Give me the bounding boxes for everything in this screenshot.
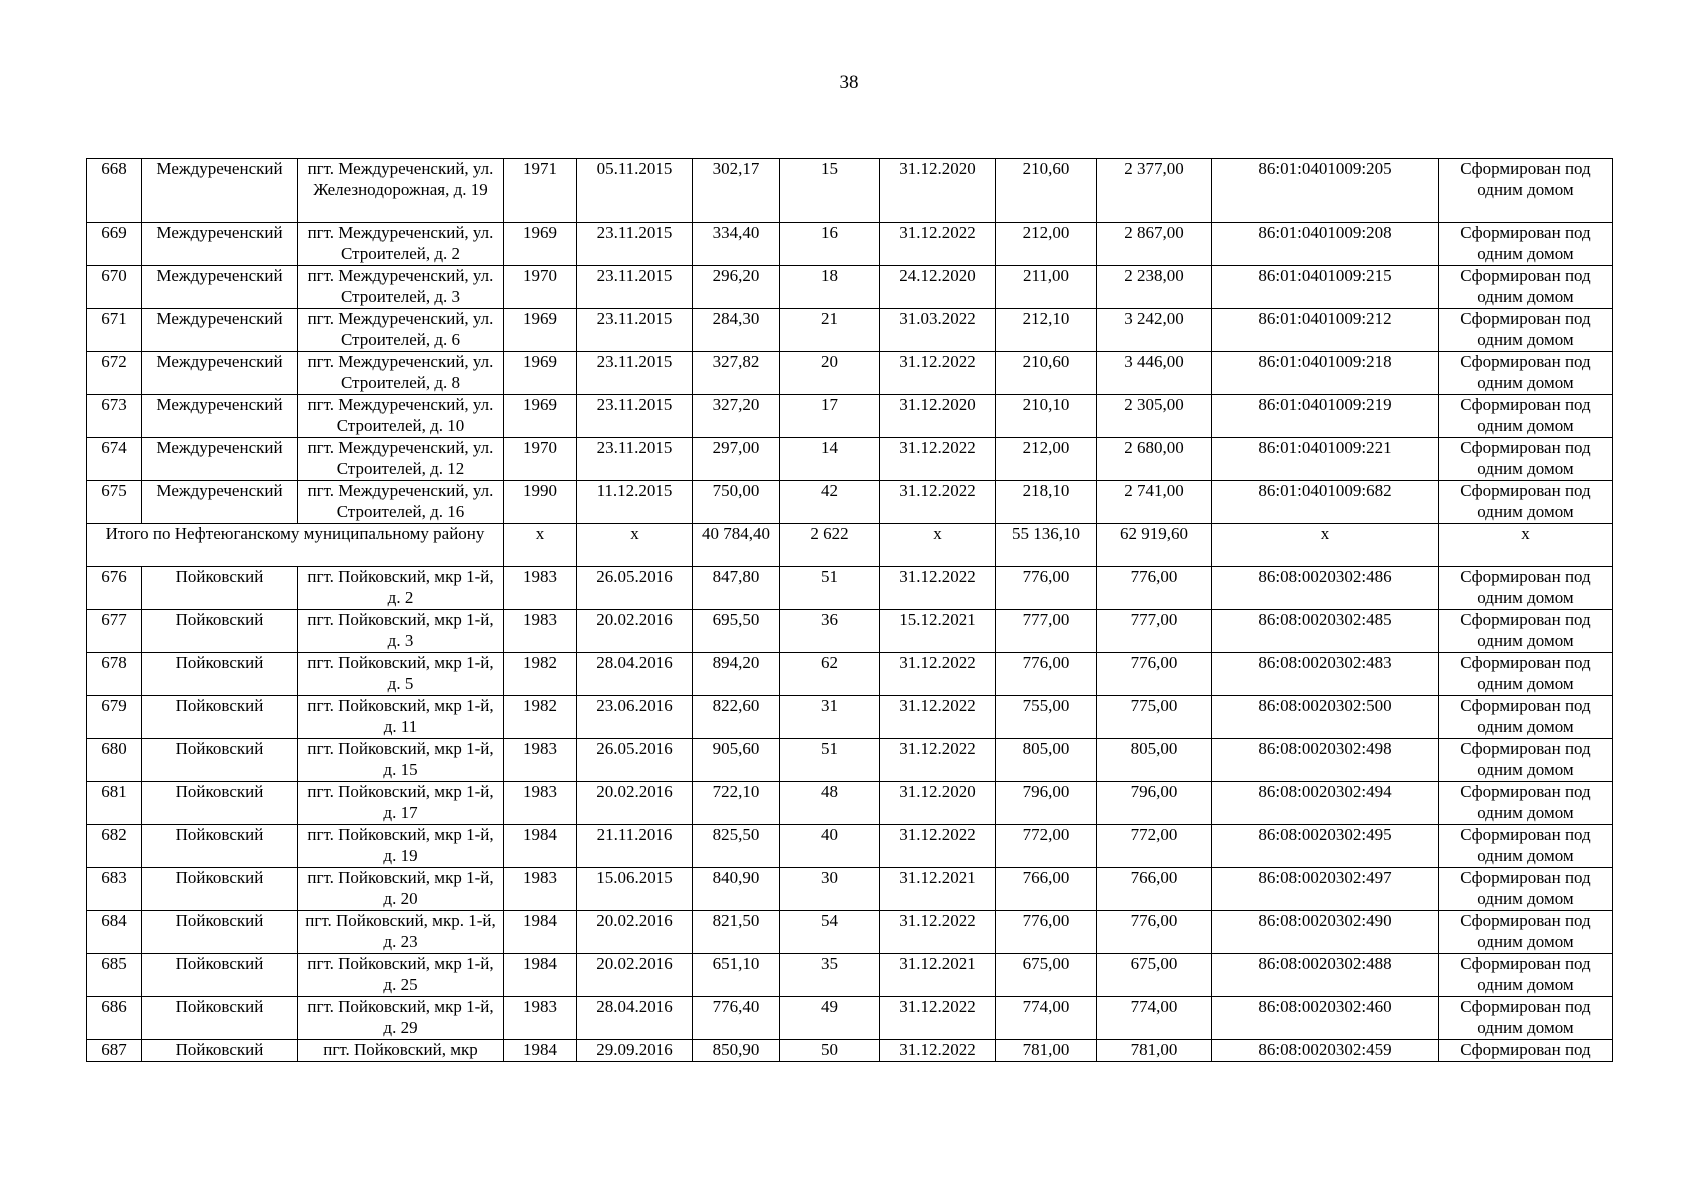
row-number: 669	[87, 223, 142, 266]
land-cell: 218,10	[996, 481, 1097, 524]
year-cell: 1982	[504, 696, 577, 739]
row-number: 681	[87, 782, 142, 825]
area-cell: 651,10	[693, 954, 780, 997]
date-cell: 20.02.2016	[577, 782, 693, 825]
status-cell: Сформирован под одним домом	[1439, 352, 1613, 395]
land-cell: 805,00	[996, 739, 1097, 782]
address-cell: пгт. Пойковский, мкр 1-й, д. 20	[298, 868, 504, 911]
status-cell: Сформирован под одним домом	[1439, 567, 1613, 610]
date-cell: 28.04.2016	[577, 997, 693, 1040]
land-area-cell: 775,00	[1097, 696, 1212, 739]
deadline-cell: 31.12.2022	[880, 438, 996, 481]
status-cell: Сформирован под одним домом	[1439, 696, 1613, 739]
land-cell: 210,60	[996, 352, 1097, 395]
row-number: 686	[87, 997, 142, 1040]
area-cell: 750,00	[693, 481, 780, 524]
table-body-top	[87, 159, 1613, 524]
row-number: 674	[87, 438, 142, 481]
table-row	[87, 696, 1613, 739]
deadline-cell: 24.12.2020	[880, 266, 996, 309]
land-cell: 210,10	[996, 395, 1097, 438]
area-cell: 296,20	[693, 266, 780, 309]
status-cell: Сформирован под одним домом	[1439, 159, 1613, 223]
deadline-cell: 31.12.2022	[880, 653, 996, 696]
residents-cell: 20	[780, 352, 880, 395]
area-cell: 695,50	[693, 610, 780, 653]
residents-cell: 35	[780, 954, 880, 997]
year-cell: 1969	[504, 223, 577, 266]
row-number: 684	[87, 911, 142, 954]
deadline-cell: 31.12.2022	[880, 997, 996, 1040]
area-cell: 327,82	[693, 352, 780, 395]
settlement-cell: Пойковский	[142, 825, 298, 868]
date-cell: 20.02.2016	[577, 610, 693, 653]
address-cell: пгт. Пойковский, мкр 1-й, д. 29	[298, 997, 504, 1040]
address-cell: пгт. Междуреченский, ул. Строителей, д. 6	[298, 309, 504, 352]
date-cell: 21.11.2016	[577, 825, 693, 868]
deadline-cell: 31.12.2021	[880, 868, 996, 911]
settlement-cell: Пойковский	[142, 997, 298, 1040]
year-cell: 1969	[504, 309, 577, 352]
row-number: 679	[87, 696, 142, 739]
row-number: 672	[87, 352, 142, 395]
row-number: 677	[87, 610, 142, 653]
status-cell: Сформирован под одним домом	[1439, 825, 1613, 868]
total-label: Итого по Нефтеюганскому муниципальному району	[87, 524, 504, 567]
residents-cell: 40	[780, 825, 880, 868]
land-cell: 781,00	[996, 1040, 1097, 1062]
year-cell: 1983	[504, 782, 577, 825]
year-cell: 1983	[504, 567, 577, 610]
area-cell: 284,30	[693, 309, 780, 352]
deadline-cell: 31.12.2022	[880, 481, 996, 524]
land-area-cell: 776,00	[1097, 567, 1212, 610]
cadastral-number-cell: 86:08:0020302:488	[1212, 954, 1439, 997]
year-cell: 1983	[504, 739, 577, 782]
address-cell: пгт. Междуреченский, ул. Строителей, д. 12	[298, 438, 504, 481]
land-area-cell: 2 741,00	[1097, 481, 1212, 524]
table-body-total	[87, 524, 1613, 567]
year-cell: 1970	[504, 438, 577, 481]
land-cell: 796,00	[996, 782, 1097, 825]
land-cell: 212,00	[996, 223, 1097, 266]
cadastral-number-cell: 86:01:0401009:212	[1212, 309, 1439, 352]
settlement-cell: Междуреченский	[142, 481, 298, 524]
land-area-cell: 675,00	[1097, 954, 1212, 997]
land-area-cell: 781,00	[1097, 1040, 1212, 1062]
row-number: 687	[87, 1040, 142, 1062]
total-year: x	[504, 524, 577, 567]
land-cell: 766,00	[996, 868, 1097, 911]
table-row	[87, 610, 1613, 653]
land-area-cell: 777,00	[1097, 610, 1212, 653]
land-area-cell: 2 238,00	[1097, 266, 1212, 309]
date-cell: 20.02.2016	[577, 911, 693, 954]
cadastral-number-cell: 86:08:0020302:486	[1212, 567, 1439, 610]
table-row	[87, 825, 1613, 868]
date-cell: 23.06.2016	[577, 696, 693, 739]
cadastral-number-cell: 86:08:0020302:459	[1212, 1040, 1439, 1062]
date-cell: 23.11.2015	[577, 266, 693, 309]
residents-cell: 17	[780, 395, 880, 438]
address-cell: пгт. Пойковский, мкр 1-й, д. 2	[298, 567, 504, 610]
deadline-cell: 31.12.2022	[880, 223, 996, 266]
address-cell: пгт. Междуреченский, ул. Строителей, д. 10	[298, 395, 504, 438]
land-area-cell: 805,00	[1097, 739, 1212, 782]
land-area-cell: 2 680,00	[1097, 438, 1212, 481]
deadline-cell: 31.12.2020	[880, 395, 996, 438]
area-cell: 722,10	[693, 782, 780, 825]
land-cell: 211,00	[996, 266, 1097, 309]
land-area-cell: 2 867,00	[1097, 223, 1212, 266]
land-cell: 776,00	[996, 653, 1097, 696]
year-cell: 1982	[504, 653, 577, 696]
address-cell: пгт. Междуреченский, ул. Строителей, д. 8	[298, 352, 504, 395]
area-cell: 297,00	[693, 438, 780, 481]
land-cell: 675,00	[996, 954, 1097, 997]
land-area-cell: 774,00	[1097, 997, 1212, 1040]
date-cell: 23.11.2015	[577, 352, 693, 395]
residents-cell: 54	[780, 911, 880, 954]
cadastral-number-cell: 86:08:0020302:500	[1212, 696, 1439, 739]
table-row	[87, 1040, 1613, 1062]
date-cell: 26.05.2016	[577, 567, 693, 610]
address-cell: пгт. Междуреченский, ул. Строителей, д. 2	[298, 223, 504, 266]
land-cell: 776,00	[996, 567, 1097, 610]
land-area-cell: 796,00	[1097, 782, 1212, 825]
area-cell: 825,50	[693, 825, 780, 868]
table-row	[87, 223, 1613, 266]
land-cell: 777,00	[996, 610, 1097, 653]
row-number: 676	[87, 567, 142, 610]
total-area: 40 784,40	[693, 524, 780, 567]
land-cell: 774,00	[996, 997, 1097, 1040]
date-cell: 23.11.2015	[577, 438, 693, 481]
status-cell: Сформирован под одним домом	[1439, 954, 1613, 997]
deadline-cell: 31.12.2022	[880, 352, 996, 395]
status-cell: Сформирован под одним домом	[1439, 309, 1613, 352]
date-cell: 11.12.2015	[577, 481, 693, 524]
address-cell: пгт. Пойковский, мкр 1-й, д. 17	[298, 782, 504, 825]
settlement-cell: Междуреченский	[142, 159, 298, 223]
deadline-cell: 31.12.2021	[880, 954, 996, 997]
cadastral-number-cell: 86:08:0020302:494	[1212, 782, 1439, 825]
total-status: x	[1439, 524, 1613, 567]
status-cell: Сформирован под одним домом	[1439, 997, 1613, 1040]
cadastral-number-cell: 86:01:0401009:682	[1212, 481, 1439, 524]
table-row	[87, 739, 1613, 782]
status-cell: Сформирован под одним домом	[1439, 610, 1613, 653]
status-cell: Сформирован под одним домом	[1439, 911, 1613, 954]
cadastral-number-cell: 86:01:0401009:205	[1212, 159, 1439, 223]
address-cell: пгт. Пойковский, мкр 1-й, д. 3	[298, 610, 504, 653]
cadastral-number-cell: 86:08:0020302:498	[1212, 739, 1439, 782]
settlement-cell: Пойковский	[142, 610, 298, 653]
row-number: 675	[87, 481, 142, 524]
settlement-cell: Пойковский	[142, 653, 298, 696]
row-number: 683	[87, 868, 142, 911]
total-cadastral: x	[1212, 524, 1439, 567]
address-cell: пгт. Пойковский, мкр 1-й, д. 5	[298, 653, 504, 696]
residents-cell: 50	[780, 1040, 880, 1062]
residents-cell: 31	[780, 696, 880, 739]
status-cell: Сформирован под одним домом	[1439, 653, 1613, 696]
land-cell: 212,00	[996, 438, 1097, 481]
cadastral-number-cell: 86:01:0401009:219	[1212, 395, 1439, 438]
cadastral-number-cell: 86:08:0020302:490	[1212, 911, 1439, 954]
deadline-cell: 31.12.2022	[880, 1040, 996, 1062]
cadastral-number-cell: 86:01:0401009:218	[1212, 352, 1439, 395]
year-cell: 1990	[504, 481, 577, 524]
land-cell: 755,00	[996, 696, 1097, 739]
settlement-cell: Пойковский	[142, 1040, 298, 1062]
residents-cell: 49	[780, 997, 880, 1040]
year-cell: 1984	[504, 1040, 577, 1062]
residents-cell: 42	[780, 481, 880, 524]
address-cell: пгт. Пойковский, мкр	[298, 1040, 504, 1062]
area-cell: 905,60	[693, 739, 780, 782]
deadline-cell: 15.12.2021	[880, 610, 996, 653]
date-cell: 23.11.2015	[577, 223, 693, 266]
year-cell: 1969	[504, 352, 577, 395]
residents-cell: 48	[780, 782, 880, 825]
date-cell: 29.09.2016	[577, 1040, 693, 1062]
address-cell: пгт. Междуреченский, ул. Строителей, д. 16	[298, 481, 504, 524]
date-cell: 28.04.2016	[577, 653, 693, 696]
date-cell: 20.02.2016	[577, 954, 693, 997]
area-cell: 776,40	[693, 997, 780, 1040]
land-area-cell: 766,00	[1097, 868, 1212, 911]
year-cell: 1983	[504, 610, 577, 653]
table-row	[87, 954, 1613, 997]
date-cell: 26.05.2016	[577, 739, 693, 782]
deadline-cell: 31.12.2020	[880, 782, 996, 825]
deadline-cell: 31.12.2022	[880, 567, 996, 610]
land-area-cell: 2 377,00	[1097, 159, 1212, 223]
year-cell: 1983	[504, 997, 577, 1040]
settlement-cell: Пойковский	[142, 567, 298, 610]
residents-cell: 51	[780, 739, 880, 782]
residents-cell: 62	[780, 653, 880, 696]
cadastral-number-cell: 86:08:0020302:485	[1212, 610, 1439, 653]
table-body-bottom	[87, 567, 1613, 1062]
address-cell: пгт. Пойковский, мкр 1-й, д. 15	[298, 739, 504, 782]
table-row	[87, 352, 1613, 395]
year-cell: 1971	[504, 159, 577, 223]
table-row	[87, 438, 1613, 481]
settlement-cell: Пойковский	[142, 911, 298, 954]
status-cell: Сформирован под одним домом	[1439, 438, 1613, 481]
year-cell: 1984	[504, 825, 577, 868]
area-cell: 850,90	[693, 1040, 780, 1062]
row-number: 685	[87, 954, 142, 997]
status-cell: Сформирован под одним домом	[1439, 223, 1613, 266]
total-deadline: x	[880, 524, 996, 567]
settlement-cell: Пойковский	[142, 739, 298, 782]
land-area-cell: 3 446,00	[1097, 352, 1212, 395]
cadastral-number-cell: 86:01:0401009:215	[1212, 266, 1439, 309]
land-area-cell: 772,00	[1097, 825, 1212, 868]
land-area-cell: 3 242,00	[1097, 309, 1212, 352]
address-cell: пгт. Пойковский, мкр 1-й, д. 19	[298, 825, 504, 868]
area-cell: 334,40	[693, 223, 780, 266]
status-cell: Сформирован под одним домом	[1439, 739, 1613, 782]
land-area-cell: 2 305,00	[1097, 395, 1212, 438]
land-cell: 776,00	[996, 911, 1097, 954]
area-cell: 840,90	[693, 868, 780, 911]
total-date: x	[577, 524, 693, 567]
table-row	[87, 395, 1613, 438]
year-cell: 1984	[504, 954, 577, 997]
year-cell: 1970	[504, 266, 577, 309]
deadline-cell: 31.12.2022	[880, 825, 996, 868]
table-row	[87, 997, 1613, 1040]
residents-cell: 18	[780, 266, 880, 309]
address-cell: пгт. Пойковский, мкр 1-й, д. 25	[298, 954, 504, 997]
date-cell: 23.11.2015	[577, 395, 693, 438]
housing-registry-table	[86, 158, 1613, 1062]
deadline-cell: 31.12.2020	[880, 159, 996, 223]
deadline-cell: 31.12.2022	[880, 911, 996, 954]
year-cell: 1984	[504, 911, 577, 954]
total-row	[87, 524, 1613, 567]
table-row	[87, 481, 1613, 524]
row-number: 678	[87, 653, 142, 696]
deadline-cell: 31.03.2022	[880, 309, 996, 352]
land-area-cell: 776,00	[1097, 911, 1212, 954]
settlement-cell: Междуреченский	[142, 438, 298, 481]
status-cell: Сформирован под одним домом	[1439, 266, 1613, 309]
settlement-cell: Междуреченский	[142, 223, 298, 266]
residents-cell: 30	[780, 868, 880, 911]
table-row	[87, 653, 1613, 696]
cadastral-number-cell: 86:01:0401009:208	[1212, 223, 1439, 266]
deadline-cell: 31.12.2022	[880, 739, 996, 782]
settlement-cell: Пойковский	[142, 696, 298, 739]
row-number: 680	[87, 739, 142, 782]
row-number: 671	[87, 309, 142, 352]
settlement-cell: Пойковский	[142, 782, 298, 825]
address-cell: пгт. Пойковский, мкр. 1-й, д. 23	[298, 911, 504, 954]
year-cell: 1969	[504, 395, 577, 438]
row-number: 682	[87, 825, 142, 868]
settlement-cell: Пойковский	[142, 954, 298, 997]
land-cell: 210,60	[996, 159, 1097, 223]
settlement-cell: Междуреченский	[142, 266, 298, 309]
residents-cell: 16	[780, 223, 880, 266]
total-land-area: 62 919,60	[1097, 524, 1212, 567]
cadastral-number-cell: 86:08:0020302:460	[1212, 997, 1439, 1040]
residents-cell: 14	[780, 438, 880, 481]
address-cell: пгт. Пойковский, мкр 1-й, д. 11	[298, 696, 504, 739]
cadastral-number-cell: 86:08:0020302:483	[1212, 653, 1439, 696]
table-row	[87, 567, 1613, 610]
date-cell: 15.06.2015	[577, 868, 693, 911]
cadastral-number-cell: 86:08:0020302:497	[1212, 868, 1439, 911]
residents-cell: 36	[780, 610, 880, 653]
date-cell: 23.11.2015	[577, 309, 693, 352]
land-area-cell: 776,00	[1097, 653, 1212, 696]
page-number: 38	[839, 72, 859, 93]
settlement-cell: Междуреченский	[142, 395, 298, 438]
settlement-cell: Междуреченский	[142, 352, 298, 395]
settlement-cell: Пойковский	[142, 868, 298, 911]
date-cell: 05.11.2015	[577, 159, 693, 223]
address-cell: пгт. Междуреченский, ул. Железнодорожная, д. 19	[298, 159, 504, 223]
land-cell: 772,00	[996, 825, 1097, 868]
residents-cell: 21	[780, 309, 880, 352]
status-cell: Сформирован под одним домом	[1439, 782, 1613, 825]
total-land: 55 136,10	[996, 524, 1097, 567]
cadastral-number-cell: 86:01:0401009:221	[1212, 438, 1439, 481]
table-row	[87, 266, 1613, 309]
total-residents: 2 622	[780, 524, 880, 567]
table-row	[87, 782, 1613, 825]
table-row	[87, 911, 1613, 954]
residents-cell: 15	[780, 159, 880, 223]
table-row	[87, 159, 1613, 223]
land-cell: 212,10	[996, 309, 1097, 352]
area-cell: 822,60	[693, 696, 780, 739]
area-cell: 327,20	[693, 395, 780, 438]
settlement-cell: Междуреченский	[142, 309, 298, 352]
deadline-cell: 31.12.2022	[880, 696, 996, 739]
status-cell: Сформирован под одним домом	[1439, 868, 1613, 911]
status-cell: Сформирован под	[1439, 1040, 1613, 1062]
row-number: 668	[87, 159, 142, 223]
area-cell: 847,80	[693, 567, 780, 610]
year-cell: 1983	[504, 868, 577, 911]
address-cell: пгт. Междуреченский, ул. Строителей, д. 3	[298, 266, 504, 309]
cadastral-number-cell: 86:08:0020302:495	[1212, 825, 1439, 868]
status-cell: Сформирован под одним домом	[1439, 395, 1613, 438]
table-row	[87, 309, 1613, 352]
area-cell: 821,50	[693, 911, 780, 954]
area-cell: 302,17	[693, 159, 780, 223]
status-cell: Сформирован под одним домом	[1439, 481, 1613, 524]
row-number: 670	[87, 266, 142, 309]
area-cell: 894,20	[693, 653, 780, 696]
table-row	[87, 868, 1613, 911]
row-number: 673	[87, 395, 142, 438]
residents-cell: 51	[780, 567, 880, 610]
